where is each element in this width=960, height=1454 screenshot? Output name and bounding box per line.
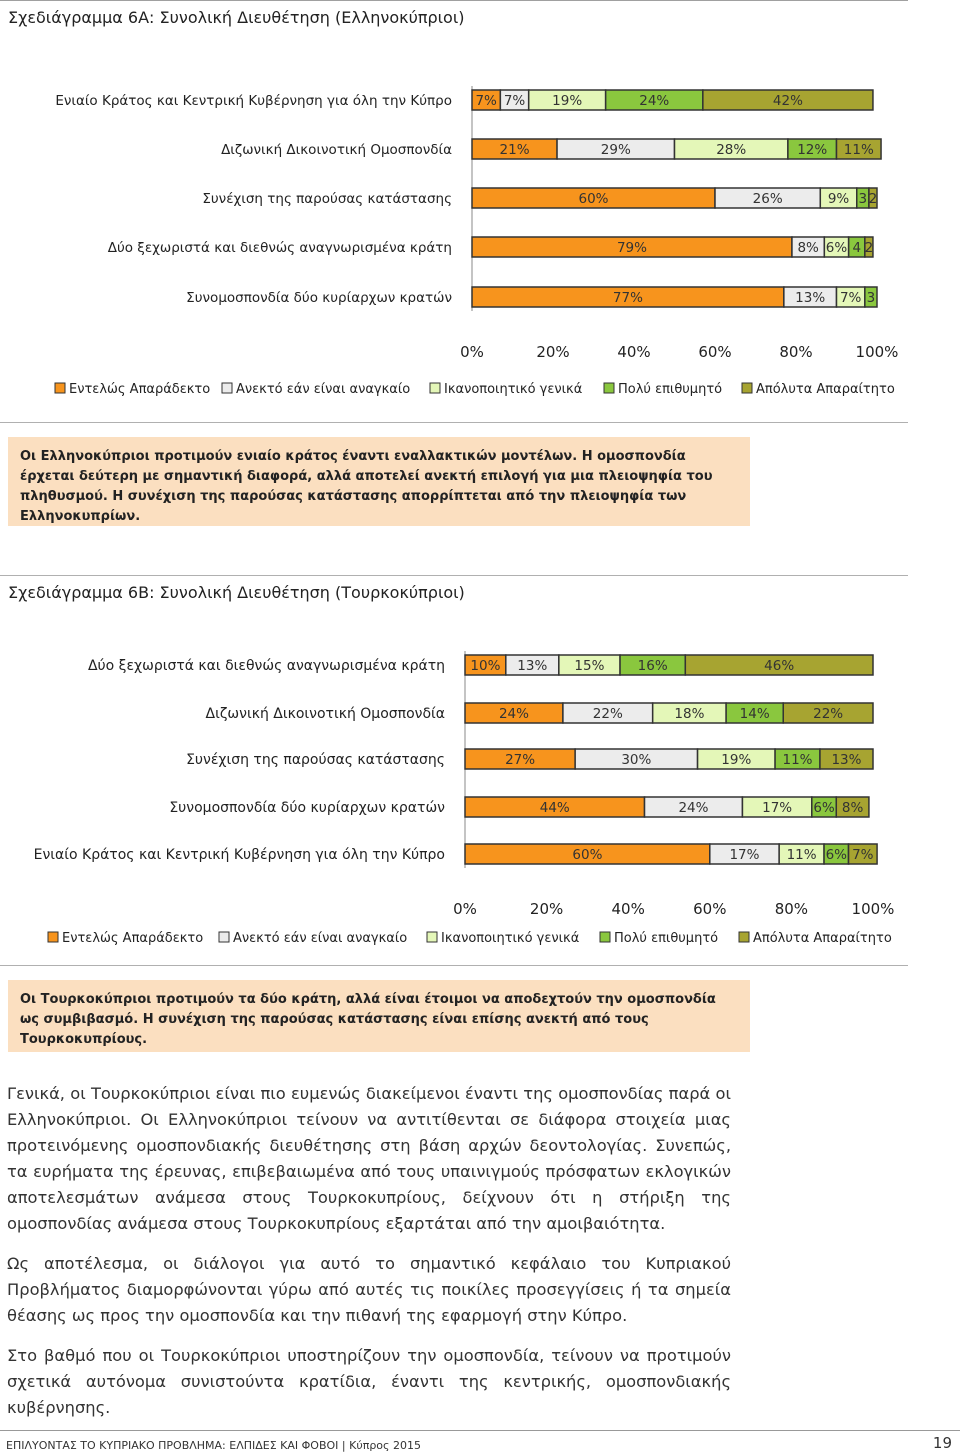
data-label: 7% <box>852 847 874 863</box>
callout-gc-text: Οι Ελληνοκύπριοι προτιμούν ενιαίο κράτος έναντι εναλλακτικών μοντέλων. Η ομοσπονδία έρχεται δεύτερη με σημαντική διαφορά, αλλά αποτελεί ανεκτή επιλογή για μια πλειοψηφία του πληθυσμού. Η συνέχιση της παρούσας κατάστασης απορρίπτεται από την πλειοψηφία των Ελληνοκυπρίων. <box>20 449 713 524</box>
data-label: 11% <box>843 142 874 158</box>
x-tick-label: 100% <box>851 900 895 918</box>
category-label: Δύο ξεχωριστά και διεθνώς αναγνωρισμένα κράτη <box>107 240 452 256</box>
category-label: Δύο ξεχωριστά και διεθνώς αναγνωρισμένα κράτη <box>87 658 445 674</box>
data-label: 3 <box>858 191 868 207</box>
data-label: 11% <box>782 752 813 768</box>
legend-swatch <box>600 932 610 942</box>
data-label: 24% <box>498 706 529 722</box>
legend-label: Ανεκτό εάν είναι αναγκαίο <box>236 382 411 397</box>
data-label: 2 <box>868 191 878 207</box>
category-label: Συνέχιση της παρούσας κατάστασης <box>186 752 445 768</box>
data-label: 10% <box>470 658 501 674</box>
category-label: Συνομοσπονδία δύο κυρίαρχων κρατών <box>186 290 452 306</box>
data-label: 28% <box>716 142 747 158</box>
data-label: 9% <box>827 191 850 207</box>
body-paragraph-3: Στο βαθμό που οι Τουρκοκύπριοι υποστηρίζουν την ομοσπονδία, τείνουν να προτιμούν σχετικά αυτόνομα συνιστούντα κρατίδια, έναντι της κεντρικής, ομοσπονδιακής κυβέρνησης. <box>7 1346 731 1417</box>
footer-title: ΕΠΙΛΥΟΝΤΑΣ ΤΟ ΚΥΠΡΙΑΚΟ ΠΡΟΒΛΗΜΑ: ΕΛΠΙΔΕΣ ΚΑΙ ΦΟΒΟΙ | Κύπρος 2015 <box>6 1439 421 1452</box>
x-tick-label: 40% <box>611 900 645 918</box>
data-label: 7% <box>503 93 526 109</box>
legend-swatch <box>739 932 749 942</box>
x-tick-label: 20% <box>536 343 570 361</box>
x-tick-label: 40% <box>617 343 651 361</box>
chart-6b <box>0 570 960 970</box>
category-label: Διζωνική Δικοινοτική Ομοσπονδία <box>205 706 445 722</box>
data-label: 11% <box>786 847 817 863</box>
x-tick-label: 80% <box>779 343 813 361</box>
data-label: 26% <box>752 191 783 207</box>
data-label: 30% <box>621 752 652 768</box>
data-label: 7% <box>475 93 497 109</box>
data-label: 27% <box>505 752 536 768</box>
legend-label: Πολύ επιθυμητό <box>614 931 719 946</box>
data-label: 16% <box>637 658 668 674</box>
legend-swatch <box>430 383 440 393</box>
callout-gc <box>8 437 750 526</box>
body-paragraph-1: Γενικά, οι Τουρκοκύπριοι είναι πιο ευμενώς διακείμενοι έναντι της ομοσπονδίας παρά οι Ελληνοκύπριοι. Οι Ελληνοκύπριοι τείνουν να αντιτίθενται σε διάφορα στοιχεία μιας προτεινόμενης ομοσπονδιακής διευθέτησης στη βάση αρχών δεοντολογίας. Συνεπώς, τα ευρήματα της έρευνας, επιβεβαιωμένα από τους υπαινιγμούς πρόσφατων εκλογικών αποτελεσμάτων ανάμεσα στους Τουρκοκυπρίους, δείχνουν ότι η στήριξη της ομοσπονδίας ανάμεσα στους Τουρκοκυπρίους εξαρτάται από την αμοιβαιότητα. <box>7 1084 731 1233</box>
data-label: 6% <box>813 800 835 816</box>
x-tick-label: 20% <box>529 900 564 918</box>
body-text <box>7 1081 731 1435</box>
data-label: 6% <box>825 240 848 256</box>
legend-swatch <box>427 932 437 942</box>
data-label: 42% <box>772 93 803 109</box>
data-label: 79% <box>616 240 647 256</box>
legend-swatch <box>55 383 65 393</box>
legend-label: Πολύ επιθυμητό <box>618 382 723 397</box>
chart-6b-bottom-rule <box>0 965 908 966</box>
data-label: 22% <box>592 706 623 722</box>
data-label: 29% <box>600 142 631 158</box>
footer <box>0 1430 960 1454</box>
page-number: 19 <box>932 1434 952 1452</box>
legend-label: Εντελώς Απαράδεκτο <box>69 382 211 397</box>
x-tick-label: 0% <box>453 900 477 918</box>
body-paragraph-2: Ως αποτέλεσμα, οι διάλογοι για αυτό το σημαντικό κεφάλαιο του Κυπριακού Προβλήματος διαμορφώνονται γύρω από αυτές τις ποικίλες προσεγγίσεις ή τα σημεία θέασης ως προς την ομοσπονδία και την πιθανή της εφαρμογή στην Κύπρο. <box>7 1254 731 1325</box>
data-label: 22% <box>813 706 844 722</box>
x-tick-label: 100% <box>855 343 899 361</box>
data-label: 44% <box>539 800 570 816</box>
category-label: Συνομοσπονδία δύο κυρίαρχων κρατών <box>169 800 445 816</box>
callout-tc <box>8 980 750 1052</box>
data-label: 4 <box>852 240 862 256</box>
data-label: 13% <box>517 658 548 674</box>
data-label: 17% <box>762 800 793 816</box>
data-label: 24% <box>639 93 670 109</box>
footer-rule <box>0 1430 960 1431</box>
data-label: 21% <box>499 142 530 158</box>
category-label: Διζωνική Δικοινοτική Ομοσπονδία <box>221 142 452 158</box>
legend-label: Ικανοποιητικό γενικά <box>441 931 580 946</box>
data-label: 13% <box>831 752 862 768</box>
legend-swatch <box>48 932 58 942</box>
chart-6a-bottom-rule <box>0 422 908 423</box>
callout-tc-text: Οι Τουρκοκύπριοι προτιμούν τα δύο κράτη, αλλά είναι έτοιμοι να αποδεχτούν την ομοσπονδία ως συμβιβασμό. Η συνέχιση της παρούσας κατάστασης είναι επίσης ανεκτή από τους Τουρκοκυπρίους. <box>20 992 716 1047</box>
data-label: 7% <box>839 290 862 306</box>
x-tick-label: 60% <box>693 900 727 918</box>
data-label: 19% <box>721 752 752 768</box>
x-tick-label: 0% <box>460 343 484 361</box>
legend-label: Απόλυτα Απαραίτητο <box>753 931 892 946</box>
data-label: 24% <box>678 800 709 816</box>
data-label: 14% <box>739 706 770 722</box>
legend-label: Ικανοποιητικό γενικά <box>444 382 583 397</box>
legend-swatch <box>742 383 752 393</box>
data-label: 60% <box>578 191 609 207</box>
legend-label: Ανεκτό εάν είναι αναγκαίο <box>233 931 408 946</box>
x-tick-label: 60% <box>698 343 732 361</box>
data-label: 17% <box>729 847 760 863</box>
data-label: 6% <box>825 847 847 863</box>
chart-6a-title: Σχεδιάγραμμα 6Α: Συνολική Διευθέτηση (Ελληνοκύπριοι) <box>8 8 465 27</box>
legend-swatch <box>222 383 232 393</box>
legend-swatch <box>604 383 614 393</box>
data-label: 8% <box>797 240 819 256</box>
data-label: 3 <box>866 290 876 306</box>
legend-label: Εντελώς Απαράδεκτο <box>62 931 204 946</box>
data-label: 2 <box>864 240 874 256</box>
chart-6a <box>0 0 960 420</box>
legend-label: Απόλυτα Απαραίτητο <box>756 382 895 397</box>
data-label: 19% <box>552 93 583 109</box>
data-label: 12% <box>797 142 828 158</box>
category-label: Ενιαίο Κράτος και Κεντρική Κυβέρνηση για όλη την Κύπρο <box>55 93 452 109</box>
chart-6b-title: Σχεδιάγραμμα 6Β: Συνολική Διευθέτηση (Τουρκοκύπριοι) <box>8 583 465 602</box>
data-label: 46% <box>764 658 795 674</box>
category-label: Συνέχιση της παρούσας κατάστασης <box>202 191 452 207</box>
x-tick-label: 80% <box>774 900 809 918</box>
category-label: Ενιαίο Κράτος και Κεντρική Κυβέρνηση για όλη την Κύπρο <box>33 847 445 863</box>
data-label: 13% <box>795 290 826 306</box>
legend-swatch <box>219 932 229 942</box>
data-label: 60% <box>572 847 603 863</box>
data-label: 77% <box>612 290 643 306</box>
data-label: 18% <box>674 706 705 722</box>
data-label: 8% <box>841 800 864 816</box>
data-label: 15% <box>574 658 605 674</box>
